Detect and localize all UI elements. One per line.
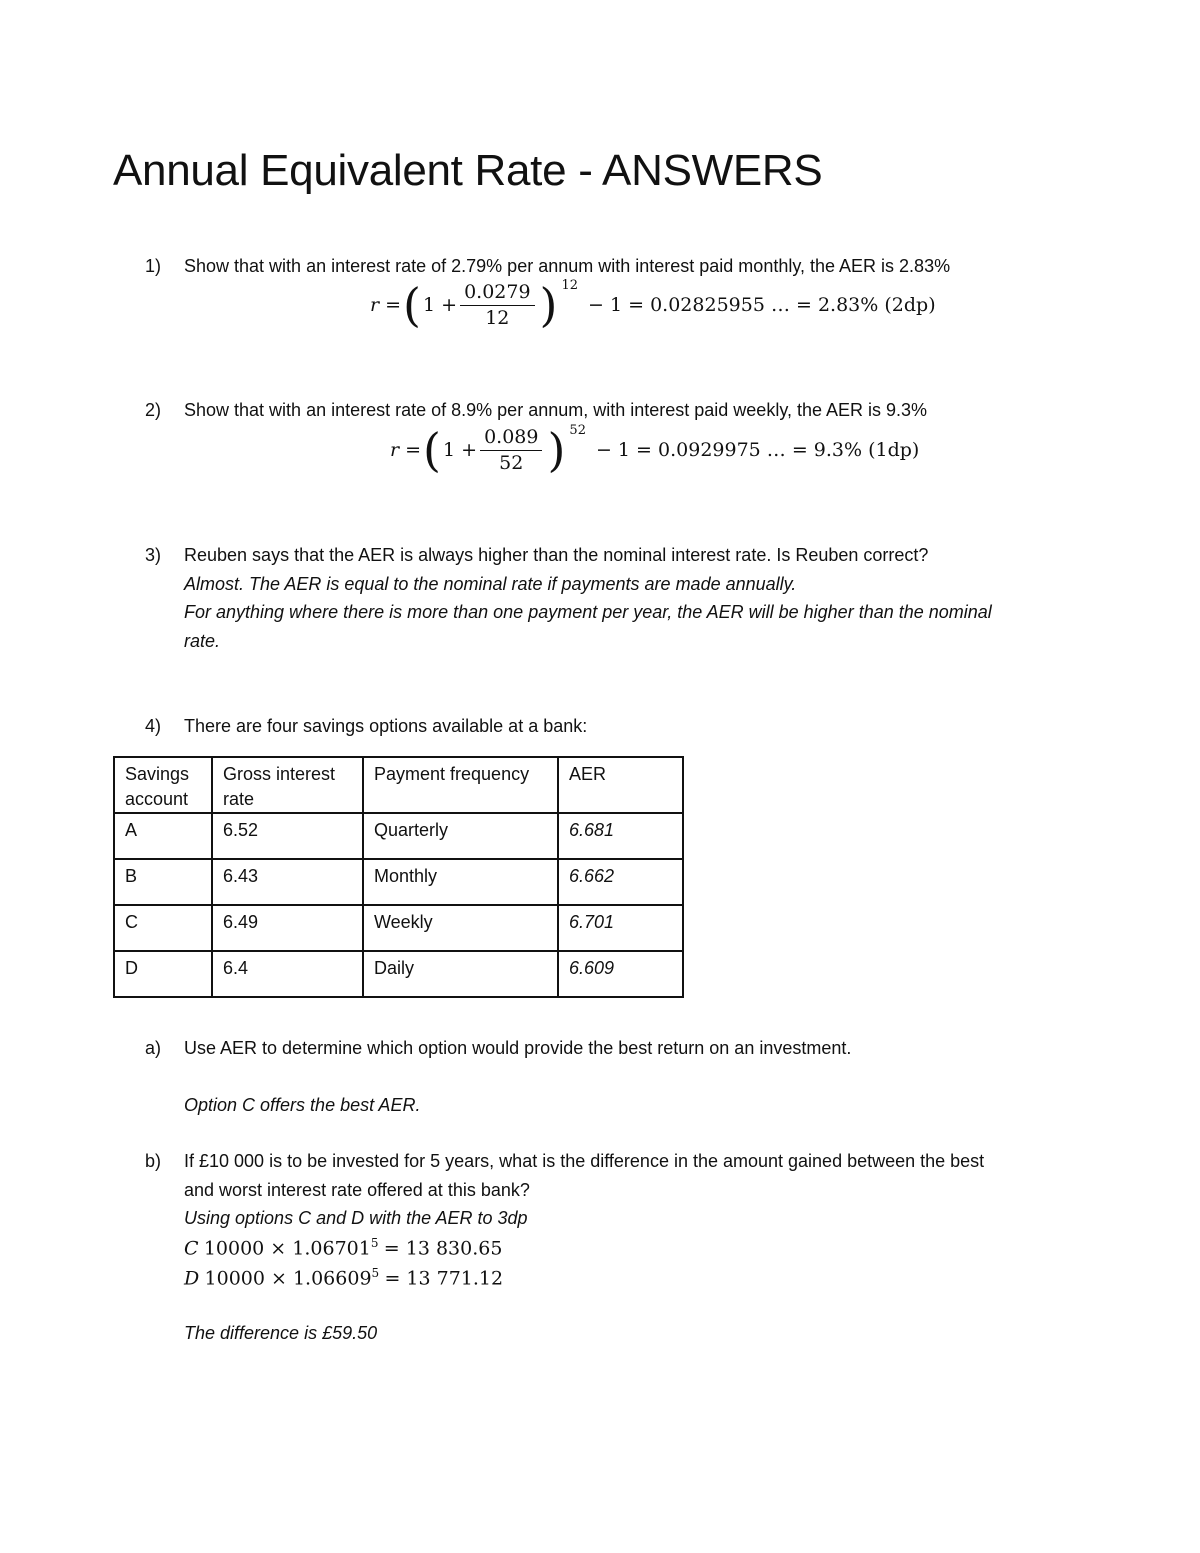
calc-d-label: D [184, 1267, 200, 1290]
eq1-fraction [460, 282, 534, 329]
question-2-number: 2) [145, 400, 162, 420]
calc-d-result: = 13 771.12 [384, 1267, 504, 1290]
eq1-lhs: r = [370, 294, 402, 317]
table-cell: Quarterly [363, 813, 558, 859]
table-cell: B [114, 859, 212, 905]
table-cell: Daily [363, 951, 558, 997]
table-cell: Weekly [363, 905, 558, 951]
calc-c-label: C [184, 1237, 199, 1260]
eq1-one: 1 + [423, 294, 458, 317]
table-cell: 6.43 [212, 859, 363, 905]
eq2-denominator: 52 [499, 451, 524, 474]
question-1-text: Show that with an interest rate of 2.79% per annum with interest paid monthly, the AER is 2.83% [184, 256, 951, 276]
calc-c-result: = 13 830.65 [383, 1237, 503, 1260]
page-title: Annual Equivalent Rate - ANSWERS [113, 146, 823, 195]
eq1-open-paren: ( [403, 278, 421, 333]
question-1-equation [370, 277, 936, 333]
part-b-text-line: If £10 000 is to be invested for 5 years, what is the difference in the amount gained between the best [184, 1151, 985, 1171]
eq2-numerator: 0.089 [480, 427, 542, 451]
question-2-equation [390, 422, 920, 478]
part-a-number: a) [145, 1038, 162, 1058]
table-header-cell: Gross interest rate [212, 757, 363, 813]
eq2-one: 1 + [443, 439, 478, 462]
eq1-rhs: − 1 = 0.02825955 … = 2.83% (2dp) [588, 294, 936, 317]
part-b-calc-d [184, 1266, 503, 1290]
part-b-text-line: and worst interest rate offered at this bank? [184, 1180, 530, 1200]
question-3-answer-line: For anything where there is more than one payment per year, the AER will be higher than the nominal [184, 602, 992, 622]
eq2-lhs: r = [390, 439, 422, 462]
question-2-text: Show that with an interest rate of 8.9% per annum, with interest paid weekly, the AER is 9.3% [184, 400, 928, 420]
calc-c-base: 10000 × 1.06701 [203, 1237, 371, 1260]
table-cell: Monthly [363, 859, 558, 905]
eq1-denominator: 12 [485, 306, 510, 329]
calc-d-exponent: 5 [371, 1266, 380, 1280]
table-cell: 6.662 [558, 859, 683, 905]
table-cell: 6.4 [212, 951, 363, 997]
table-row [114, 813, 683, 859]
question-3-answer-line: rate. [184, 631, 221, 651]
table-header-cell: Savings account [114, 757, 212, 813]
table-header-cell: Payment frequency [363, 757, 558, 813]
table-cell: C [114, 905, 212, 951]
table-cell: 6.701 [558, 905, 683, 951]
table-cell: D [114, 951, 212, 997]
question-3-answer-line: Almost. The AER is equal to the nominal rate if payments are made annually. [184, 574, 797, 594]
calc-d-base: 10000 × 1.06609 [204, 1267, 372, 1290]
question-1-number: 1) [145, 256, 162, 276]
table-cell: 6.49 [212, 905, 363, 951]
table-header-row [114, 757, 683, 813]
question-3-text: Reuben says that the AER is always higher than the nominal interest rate. Is Reuben correct? [184, 545, 929, 565]
savings-table [113, 756, 684, 998]
question-4-number: 4) [145, 716, 162, 736]
eq1-numerator: 0.0279 [460, 282, 534, 306]
eq2-fraction [480, 427, 542, 474]
eq1-close-paren: ) [539, 278, 558, 333]
part-a-answer: Option C offers the best AER. [184, 1095, 421, 1115]
table-row [114, 859, 683, 905]
part-b-calc-c [184, 1236, 502, 1260]
calc-c-exponent: 5 [370, 1236, 379, 1250]
table-header-cell: AER [558, 757, 683, 813]
table-cell: 6.609 [558, 951, 683, 997]
part-b-method: Using options C and D with the AER to 3dp [184, 1208, 528, 1228]
table-cell: 6.681 [558, 813, 683, 859]
table-cell: 6.52 [212, 813, 363, 859]
table-row [114, 951, 683, 997]
table-row [114, 905, 683, 951]
part-b-answer: The difference is £59.50 [184, 1323, 378, 1343]
part-a-text: Use AER to determine which option would provide the best return on an investment. [184, 1038, 852, 1058]
table-cell: A [114, 813, 212, 859]
part-b-number: b) [145, 1151, 162, 1171]
question-3-number: 3) [145, 545, 162, 565]
eq2-rhs: − 1 = 0.0929975 … = 9.3% (1dp) [595, 439, 920, 462]
eq1-exponent: 12 [561, 277, 579, 293]
eq2-close-paren: ) [547, 423, 566, 478]
eq2-open-paren: ( [423, 423, 441, 478]
eq2-exponent: 52 [569, 422, 586, 438]
question-4-text: There are four savings options available at a bank: [184, 716, 588, 736]
